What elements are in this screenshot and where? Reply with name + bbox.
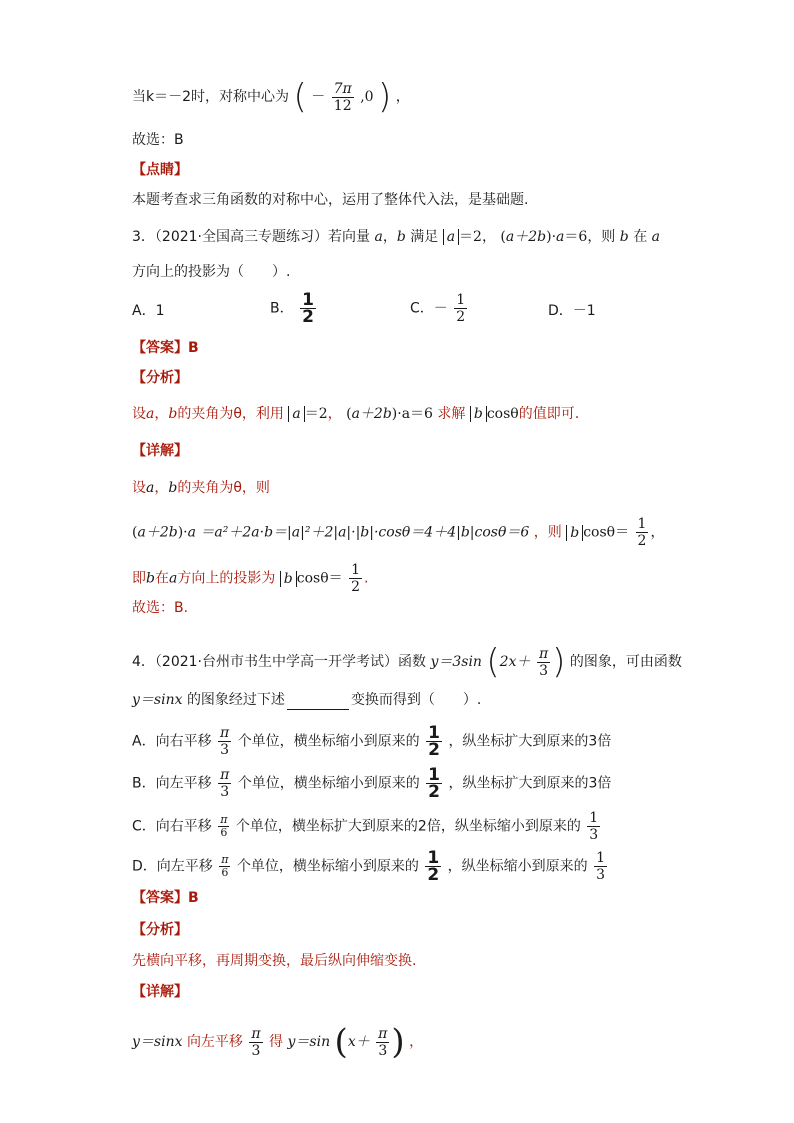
choose-b-1: 故选：B (132, 132, 184, 148)
q3-option-c: C．－ $\frac{1}{2}$ (410, 292, 466, 325)
fraction-1-2: $\frac{1}{2}$ (456, 292, 466, 325)
paren-right: ) (378, 77, 392, 117)
q4-option-c: C．向右平移 $\frac{\pi}{6}$ 个单位，横坐标扩大到原来的2倍，纵坐标缩小到原来的 $\frac{1}{3}$ (132, 810, 599, 843)
comment-heading: 【点睛】 (132, 162, 188, 178)
choose-b-2: 故选：B. (132, 600, 189, 616)
q4-detail-1: y＝sinx 向左平移 $\frac{\pi}{3}$ 得 y＝sin (x＋ $\frac{\pi}{3}$ ) ， (132, 1022, 424, 1062)
comment-text: 本题考查求三角函数的对称中心，运用了整体代入法，是基础题. (132, 192, 529, 208)
q3-detail-1: 设a，b的夹角为θ，则 (132, 480, 270, 496)
q4-detail-heading: 【详解】 (132, 984, 188, 1000)
q4-answer: 【答案】B (132, 890, 199, 906)
q3-stem: 3．（2021·全国高三专题练习）若向量 a，b 满足 a ＝2， (a＋2b)·a＝6，则 b 在 a (132, 229, 660, 245)
q4-option-d: D．向左平移 $\frac{\pi}{6}$ 个单位，横坐标缩小到原来的 $\frac{1}{2}$ ，纵坐标缩小到原来的 $\frac{1}{3}$ (132, 848, 606, 885)
q3-analysis-heading: 【分析】 (132, 370, 188, 386)
q4-stem-line2: y＝sinx 的图象经过下述 变换而得到（ ）. (132, 692, 482, 708)
q3-option-d: D．－1 (548, 303, 596, 319)
fraction-7pi-12: $\frac{7\pi}{12}$ (333, 80, 352, 114)
q4-analysis-heading: 【分析】 (132, 922, 188, 938)
q3-option-a: A．1 (132, 303, 165, 319)
q4-option-b: B．向左平移 $\frac{\pi}{3}$ 个单位，横坐标缩小到原来的 $\frac{1}{2}$ ，纵坐标扩大到原来的3倍 (132, 765, 612, 802)
k-case-line: 当k＝－2时，对称中心为 ( － $\frac{7\pi}{12}$ ,0 ) ， (132, 77, 410, 117)
q3-detail-2: (a＋2b)·a ＝a²＋2a·b＝|a|²＋2|a|·|b|·cosθ＝4＋4|b|cosθ＝6 ，则 b cosθ＝ $\frac{1}{2}$ ， (132, 516, 665, 549)
q4-analysis: 先横向平移，再周期变换，最后纵向伸缩变换. (132, 953, 417, 969)
fraction-1-2-bold: $\frac{1}{2}$ (302, 290, 314, 327)
q3-option-b: B． $\frac{1}{2}$ (270, 290, 314, 327)
q3-stem-line2: 方向上的投影为（ ）. (132, 264, 291, 280)
q4-stem: 4．（2021·台州市书生中学高一开学考试）函数 y＝3sin (2x＋ $\frac{\pi}{3}$ ) 的图象，可由函数 (132, 642, 682, 682)
q4-option-a: A．向右平移 $\frac{\pi}{3}$ 个单位，横坐标缩小到原来的 $\frac{1}{2}$ ，纵坐标扩大到原来的3倍 (132, 723, 612, 760)
q3-detail-heading: 【详解】 (132, 443, 188, 459)
answer-blank (287, 693, 349, 710)
abs-a: a (443, 229, 459, 245)
q3-analysis: 设a，b的夹角为θ，利用 a ＝2， (a＋2b)·a＝6 求解 b cosθ的值即可. (132, 406, 580, 422)
paren-left: ( (293, 77, 307, 117)
q3-detail-3: 即b在a方向上的投影为 b cosθ＝ $\frac{1}{2}$ . (132, 562, 369, 595)
k-case-text: 当k＝－2时，对称中心为 (132, 89, 290, 105)
q3-answer: 【答案】B (132, 340, 199, 356)
